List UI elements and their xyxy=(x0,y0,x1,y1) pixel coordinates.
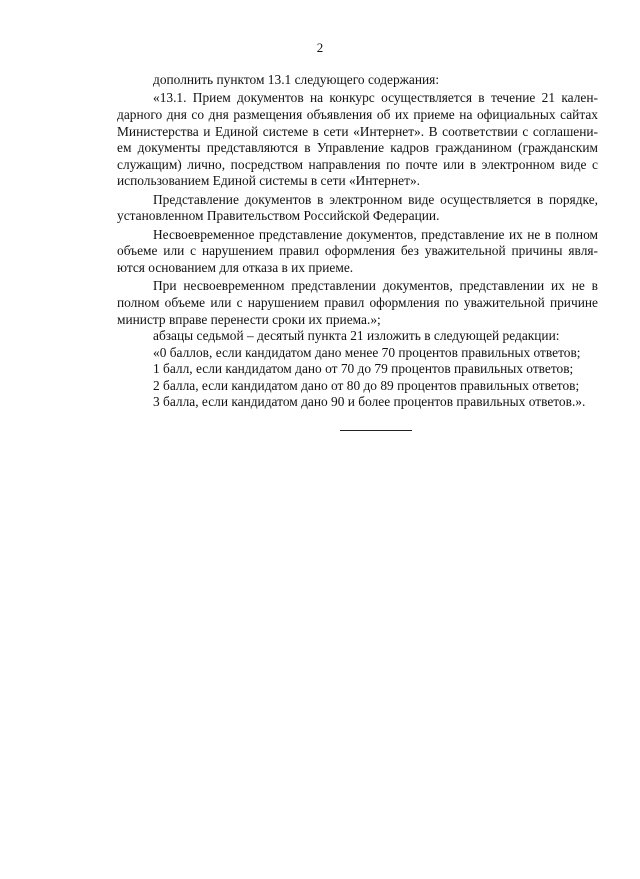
text-line: 1 балл, если кандидатом дано от 70 до 79 процентов правильных ответов; xyxy=(153,361,574,377)
paragraph-score-3 xyxy=(117,394,598,411)
text-line: объеме или с нарушением правил оформления без уважительной причины явля- xyxy=(117,243,598,259)
text-line: 3 балла, если кандидатом дано 90 и более процентов правильных ответов.». xyxy=(153,394,586,410)
text-line: использованием Единой системы в сети «Интернет». xyxy=(117,173,420,189)
end-separator-line xyxy=(340,430,412,431)
text-line: дополнить пунктом 13.1 следующего содержания: xyxy=(153,72,440,87)
paragraph-score-0 xyxy=(117,345,598,362)
text-line: Представление документов в электронном виде осуществляется в порядке, xyxy=(153,191,598,207)
text-line: ются основанием для отказа в их приеме. xyxy=(117,259,354,275)
text-line: Несвоевременное представление документов, представление их не в полном xyxy=(153,226,598,242)
paragraph-amend-13-1-intro xyxy=(117,72,598,89)
paragraph-score-1 xyxy=(117,361,598,378)
text-line: установленном Правительством Российской Федерации. xyxy=(117,208,440,224)
document-text xyxy=(117,72,598,411)
text-line: служащим) лично, посредством направления по почте или в электронном виде с xyxy=(117,156,598,172)
paragraph-clause-13-1 xyxy=(117,90,598,190)
text-line: полном объеме или с нарушением правил оформления по уважительной причине xyxy=(117,294,598,310)
text-line: ем документы представляются в Управление кадров гражданином (гражданским xyxy=(117,140,598,156)
page-number: 2 xyxy=(316,40,324,55)
paragraph-amend-point-21 xyxy=(117,328,598,345)
paragraph-valid-reason xyxy=(117,278,598,328)
paragraph-score-2 xyxy=(117,378,598,395)
text-line: 2 балла, если кандидатом дано от 80 до 89 процентов правильных ответов; xyxy=(153,377,580,393)
text-line: «13.1. Прием документов на конкурс осуществляется в течение 21 кален- xyxy=(153,90,598,106)
text-line: дарного дня со дня размещения объявления об их приеме на официальных сайтах xyxy=(117,106,598,122)
text-line: министр вправе перенести сроки их приема.»; xyxy=(117,311,381,327)
text-line: «0 баллов, если кандидатом дано менее 70 процентов правильных ответов; xyxy=(153,344,581,360)
text-line: При несвоевременном представлении документов, представлении их не в xyxy=(153,278,598,294)
text-line: абзацы седьмой – десятый пункта 21 изложить в следующей редакции: xyxy=(153,328,560,344)
paragraph-late-submission xyxy=(117,227,598,277)
text-line: Министерства и Единой системе в сети «Интернет». В соответствии с соглашени- xyxy=(117,123,598,139)
paragraph-electronic-submission xyxy=(117,192,598,225)
